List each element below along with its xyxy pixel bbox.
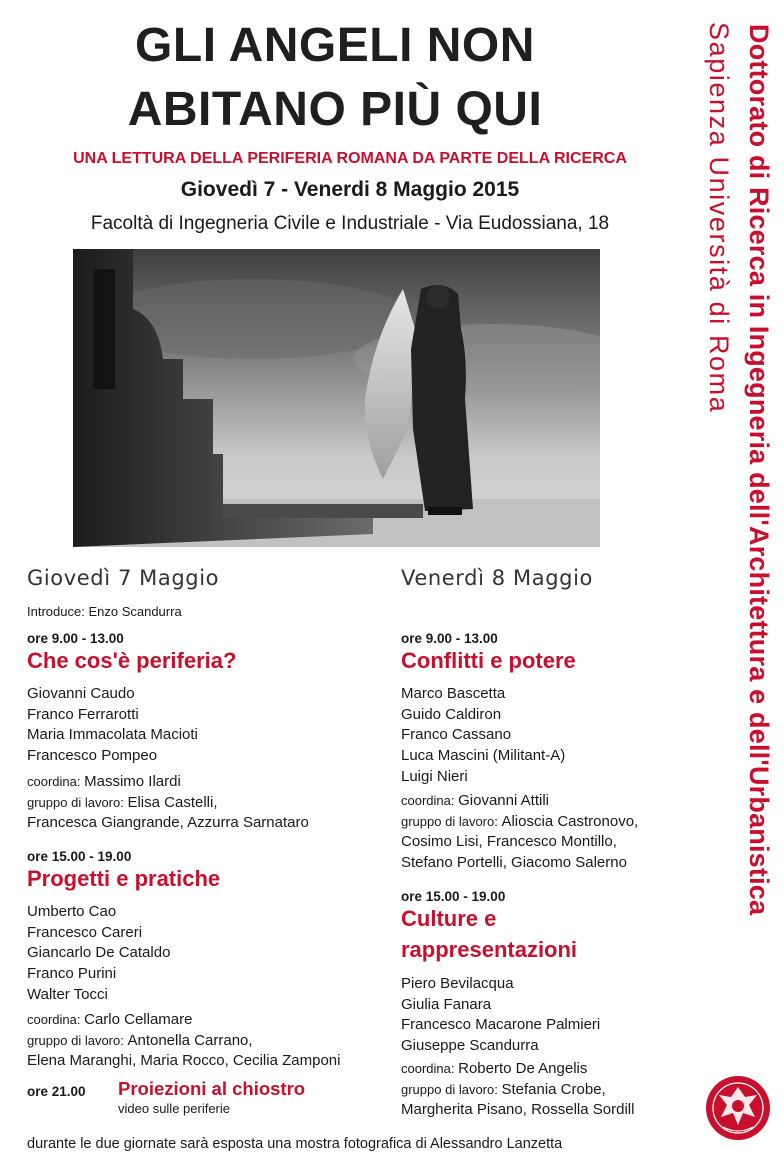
group-members: Alioscia Castronovo, <box>501 812 639 830</box>
group-members-cont: Francesca Giangrande, Azzurra Sarnataro <box>27 814 309 831</box>
day2-s2-notes <box>401 1059 634 1121</box>
speaker: Guido Caldiron <box>401 705 502 723</box>
day1-s3-title: Proiezioni al chiostro <box>118 1078 306 1099</box>
group-label: gruppo di lavoro: <box>27 1032 124 1048</box>
speaker: Giuseppe Scandurra <box>401 1037 539 1055</box>
event-dates: Giovedì 7 - Venerdi 8 Maggio 2015 <box>180 178 520 201</box>
day1-s1-notes <box>27 772 309 834</box>
day1-s3-sub: video sulle periferie <box>118 1101 231 1116</box>
speaker: Francesco Macarone Palmieri <box>401 1016 601 1034</box>
speaker: Francesco Careri <box>27 923 143 941</box>
group-members: Elisa Castelli, <box>127 793 218 811</box>
day1-heading: Giovedì 7 Maggio <box>27 566 220 590</box>
doctorate-vertical-text: Dottorato di Ricerca in Ingegneria dell'Architettura e dell'Urbanistica <box>744 24 774 916</box>
speaker: Giovanni Caudo <box>27 685 135 702</box>
group-members: Stefania Crobe, <box>501 1080 606 1098</box>
day1-intro <box>27 604 182 619</box>
speaker: Umberto Cao <box>27 903 117 920</box>
university-vertical-text: Sapienza Università di Roma <box>704 22 734 414</box>
university-seal-logo <box>705 1075 771 1141</box>
speaker: Maria Immacolata Macioti <box>27 726 198 744</box>
day1-s1-title: Che cos'è periferia? <box>27 648 237 673</box>
day2-s1-title: Conflitti e potere <box>401 648 576 673</box>
intro-label: Introduce: <box>27 604 85 619</box>
day1-s2-speakers <box>27 902 170 1006</box>
day1-s1-speakers <box>27 684 198 767</box>
title-line-1: GLI ANGELI NON <box>135 19 535 72</box>
coordinator: Massimo Ilardi <box>84 773 181 790</box>
day2-s2-speakers <box>401 974 600 1057</box>
speaker: Marco Bascetta <box>401 685 506 702</box>
group-members: Antonella Carrano, <box>127 1031 253 1049</box>
group-label: gruppo di lavoro: <box>27 794 124 810</box>
speaker: Giancarlo De Cataldo <box>27 944 171 962</box>
group-members-cont: Cosimo Lisi, Francesco Montillo, <box>401 833 617 850</box>
coord-label: coordina: <box>401 793 455 808</box>
speaker: Piero Bevilacqua <box>401 975 514 992</box>
group-label: gruppo di lavoro: <box>401 1081 498 1097</box>
speaker: Francesco Pompeo <box>27 747 158 765</box>
day1-s2-time: ore 15.00 - 19.00 <box>27 849 132 864</box>
speaker: Luca Mascini (Militant-A) <box>401 747 566 765</box>
speaker: Giulia Fanara <box>401 995 492 1013</box>
coordinator: Carlo Cellamare <box>84 1011 193 1028</box>
day1-s2-title: Progetti e pratiche <box>27 866 221 891</box>
day2-s1-speakers <box>401 684 565 788</box>
day2-s1-notes <box>401 791 638 873</box>
coordinator: Giovanni Attili <box>458 792 549 809</box>
group-members-cont: Stefano Portelli, Giacomo Salerno <box>401 853 627 871</box>
group-members-cont: Elena Maranghi, Maria Rocco, Cecilia Zamponi <box>27 1052 341 1069</box>
day1-s3-time: ore 21.00 <box>27 1084 86 1099</box>
coord-label: coordina: <box>27 1012 81 1027</box>
day1-s2-notes <box>27 1010 340 1072</box>
intro-name: Enzo Scandurra <box>88 604 182 619</box>
day2-s2-title-2: rappresentazioni <box>401 937 578 962</box>
subtitle: UNA LETTURA DELLA PERIFERIA ROMANA DA PARTE DELLA RICERCA <box>73 150 627 167</box>
day2-s2-title-1: Culture e <box>401 906 497 931</box>
group-label: gruppo di lavoro: <box>401 813 498 829</box>
title-line-2: ABITANO PIÙ QUI <box>127 83 543 136</box>
footer-note: durante le due giornate sarà esposta una mostra fotografica di Alessandro Lanzetta <box>27 1136 563 1152</box>
coord-label: coordina: <box>27 774 81 789</box>
speaker: Franco Cassano <box>401 726 512 744</box>
day2-s1-time: ore 9.00 - 13.00 <box>401 631 498 646</box>
speaker: Walter Tocci <box>27 985 108 1003</box>
coordinator: Roberto De Angelis <box>458 1060 588 1077</box>
coord-label: coordina: <box>401 1061 455 1076</box>
speaker: Franco Purini <box>27 965 117 983</box>
hero-photo <box>73 249 600 547</box>
day2-heading: Venerdì 8 Maggio <box>401 566 593 590</box>
speaker: Luigi Nieri <box>401 767 468 785</box>
group-members-cont: Margherita Pisano, Rossella Sordill <box>401 1101 635 1118</box>
speaker: Franco Ferrarotti <box>27 705 139 723</box>
day2-s2-time: ore 15.00 - 19.00 <box>401 889 506 904</box>
venue: Facoltà di Ingegneria Civile e Industriale - Via Eudossiana, 18 <box>90 213 610 234</box>
day1-s1-time: ore 9.00 - 13.00 <box>27 631 124 646</box>
